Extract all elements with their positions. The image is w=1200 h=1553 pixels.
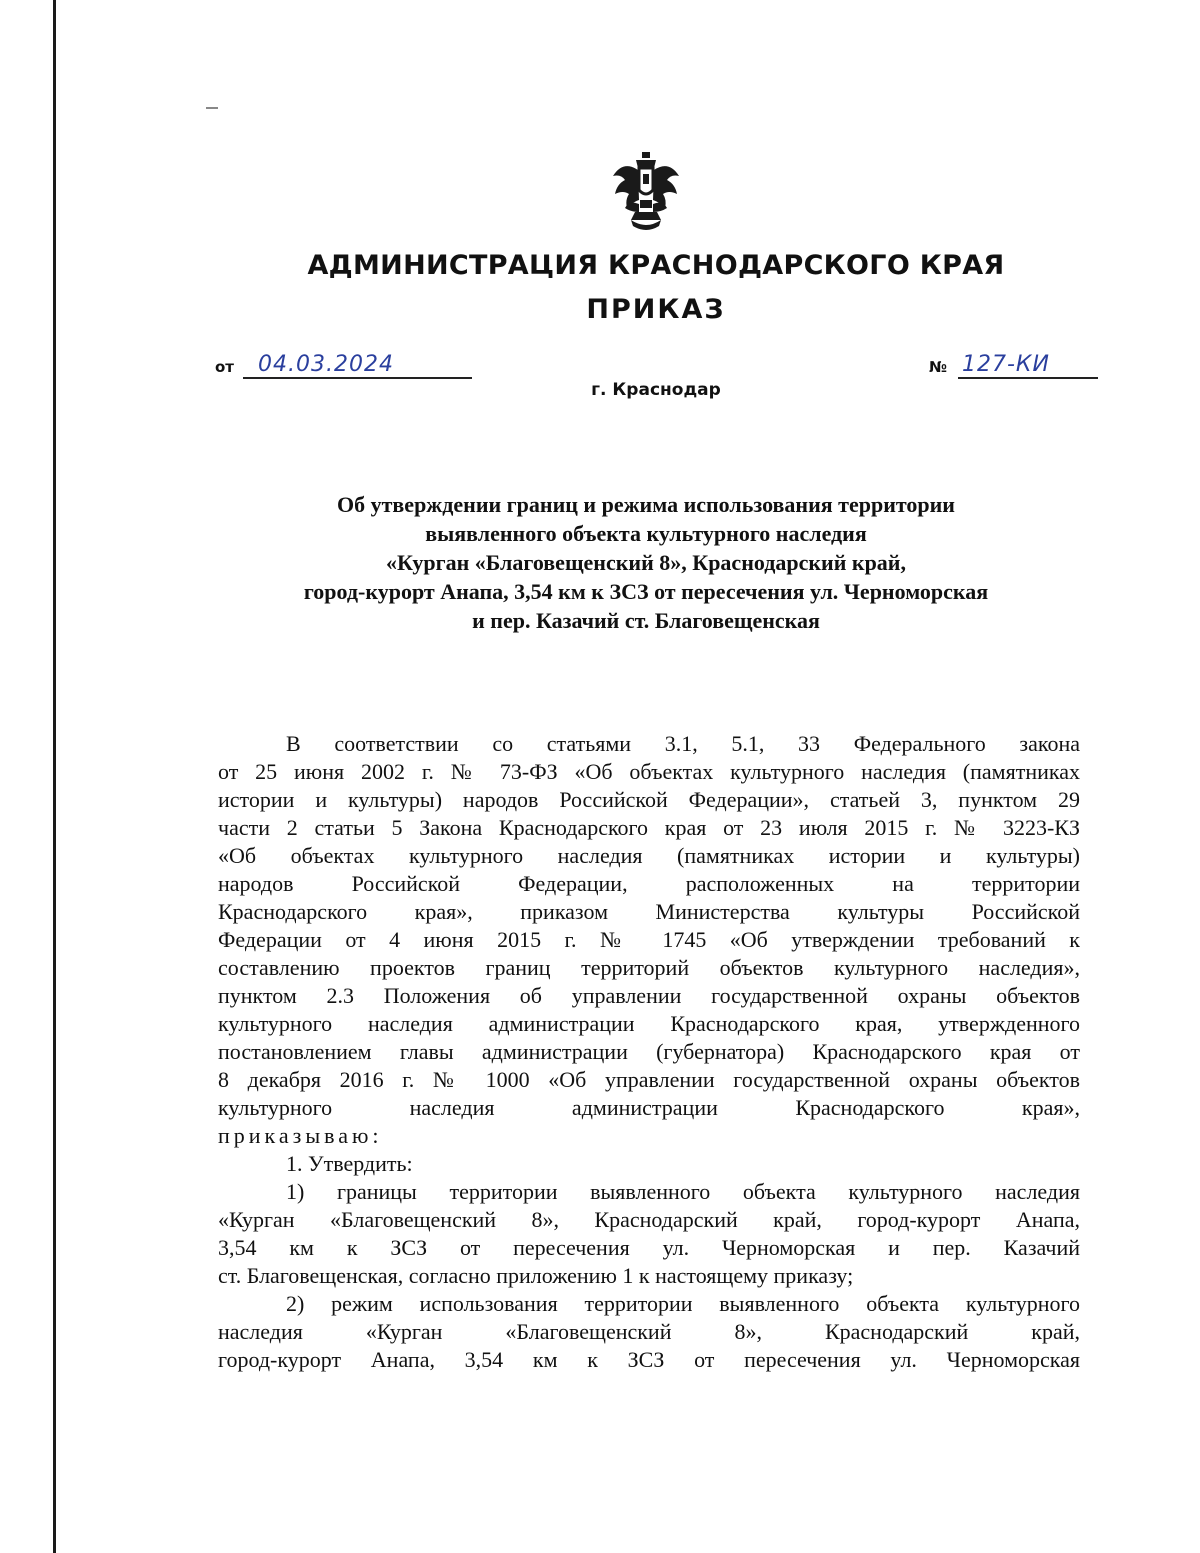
- heading-line: город-курорт Анапа, 3,54 км к ЗСЗ от пересечения ул. Черноморская: [303, 579, 989, 604]
- date-underline: [243, 377, 472, 379]
- body-line: от 25 июня 2002 г. № 73-ФЗ «Об объектах культурного наследия (памятниках: [218, 759, 1080, 784]
- body-line: приказываю:: [218, 1123, 383, 1148]
- number-value: 127-КИ: [962, 352, 1051, 377]
- body-line: пунктом 2.3 Положения об управлении государственной охраны объектов: [218, 983, 1080, 1008]
- body-line: 3,54 км к ЗСЗ от пересечения ул. Черноморская и пер. Казачий: [218, 1235, 1080, 1260]
- heading-line: Об утверждении границ и режима использования территории: [337, 492, 955, 517]
- city-label: г. Краснодар: [591, 380, 721, 400]
- number-label: №: [929, 358, 948, 376]
- body-line: наследия «Курган «Благовещенский 8», Краснодарский край,: [218, 1319, 1080, 1344]
- body-line: постановлением главы администрации (губернатора) Краснодарского края от: [218, 1039, 1080, 1064]
- body-line: культурного наследия администрации Краснодарского края, утвержденного: [218, 1011, 1080, 1036]
- number-underline: [958, 377, 1098, 379]
- body-line: части 2 статьи 5 Закона Краснодарского края от 23 июля 2015 г. № 3223-КЗ: [218, 815, 1080, 840]
- scan-artifact: [206, 107, 218, 109]
- body-line: Федерации от 4 июня 2015 г. № 1745 «Об утверждении требований к: [218, 927, 1080, 952]
- heading-line: и пер. Казачий ст. Благовещенская: [472, 608, 820, 633]
- body-line: 2) режим использования территории выявленного объекта культурного: [286, 1291, 1080, 1316]
- body-line: составлению проектов границ территорий объектов культурного наследия»,: [218, 955, 1080, 980]
- date-value: 04.03.2024: [258, 352, 394, 377]
- body-line: 1. Утвердить:: [286, 1151, 413, 1176]
- body-line: ст. Благовещенская, согласно приложению 1 к настоящему приказу;: [218, 1263, 854, 1288]
- coat-of-arms-icon: [609, 150, 683, 234]
- body-line: «Курган «Благовещенский 8», Краснодарский край, город-курорт Анапа,: [218, 1207, 1080, 1232]
- date-label: от: [215, 358, 234, 376]
- body-line: истории и культуры) народов Российской Федерации», статьей 3, пунктом 29: [218, 787, 1080, 812]
- body-line: В соответствии со статьями 3.1, 5.1, 33 Федерального закона: [286, 731, 1080, 756]
- body-line: культурного наследия администрации Краснодарского края»,: [218, 1095, 1080, 1120]
- scan-page-edge: [53, 0, 56, 1553]
- body-line: народов Российской Федерации, расположенных на территории: [218, 871, 1080, 896]
- body-line: 8 декабря 2016 г. № 1000 «Об управлении государственной охраны объектов: [218, 1067, 1080, 1092]
- body-line: город-курорт Анапа, 3,54 км к ЗСЗ от пересечения ул. Черноморская: [218, 1347, 1080, 1372]
- body-line: Краснодарского края», приказом Министерства культуры Российской: [218, 899, 1080, 924]
- heading-line: «Курган «Благовещенский 8», Краснодарский край,: [386, 550, 906, 575]
- body-line: 1) границы территории выявленного объекта культурного наследия: [286, 1179, 1080, 1204]
- document-heading: [200, 490, 1092, 635]
- body-line: «Об объектах культурного наследия (памятниках истории и культуры): [218, 843, 1080, 868]
- document-body: [218, 730, 1080, 1374]
- organization-title: АДМИНИСТРАЦИЯ КРАСНОДАРСКОГО КРАЯ: [307, 250, 1005, 281]
- document-type: ПРИКАЗ: [586, 294, 726, 325]
- heading-line: выявленного объекта культурного наследия: [425, 521, 867, 546]
